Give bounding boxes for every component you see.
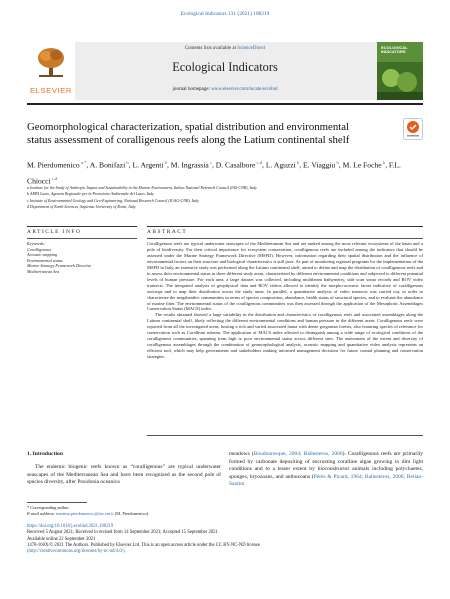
affiliation: a Institute for the Study of Anthropic Impact and Sustainability in the Marine Environment, Italian National Research Council (IAS-CNR), Italy [27,185,257,190]
affiliation: d Department of Earth Sciences, Sapienza University of Rome, Italy [27,203,136,209]
cover-art-icon [377,62,423,100]
author-name[interactable]: L. Aguzzi [265,160,296,170]
author-affiliation-marker[interactable]: c,d [50,175,58,181]
license-text: 1470-160X/© 2021 The Authors. Published by Elsevier Ltd. This is an open access article under the CC BY-NC-ND license [27,542,260,548]
citation-link[interactable]: Pérès & Picard, 1964; Ballesteros, 2006; Bellan-Santini [229,473,423,488]
abstract-rule-top [147,226,423,227]
author-affiliation-marker[interactable]: c,d [255,160,263,165]
license-link[interactable]: (http://creativecommons.org/licenses/by-nc-nd/4.0/). [27,549,126,555]
journal-title: Ecological Indicators [172,60,278,74]
received-dates: Received 5 August 2021; Received in revised form 14 September 2021; Accepted 15 September 2021 [27,530,218,536]
keyword: Marine Strategy Framework Directive [27,263,92,269]
elsevier-wordmark: ELSEVIER [30,86,72,95]
available-online: Available online 22 September 2021 [27,536,96,542]
keyword: Acoustic mapping [27,252,58,258]
author-affiliation-marker[interactable]: c [208,160,212,165]
email-link[interactable]: martina.pierdomenico@ias.cnr.it [56,511,114,516]
author-affiliation-marker[interactable]: b [381,160,386,165]
keyword: Coralligenous [27,246,51,252]
introduction-heading: 1. Introduction [27,451,63,457]
author-name[interactable]: M. Ingrassia [170,160,209,170]
introduction-text-left: The endemic biogenic reefs known as “coralligenous” are typical underwater seascapes of the Mediterranean Sea and have been recognized as the second pole of species diversity, after Posidonia oceanica [27,464,221,486]
affiliation: b ARPA Lazio, Agenzia Regionale per la Protezione Ambientale del Lazio, Italy [27,191,154,197]
author-name[interactable]: M. Le Foche [342,160,382,170]
author-name[interactable]: L. Argenti [132,160,164,170]
corresponding-author-note: * Corresponding author. [27,505,70,510]
affiliation: c Institute of Environmental Geology and Geo-Engineering, National Research Council (IGAG-CNR), Italy [27,197,200,203]
article-title: Geomorphological characterization, spatial distribution and environmental status assessment of coralligenous reefs along the Latium continental shelf [27,121,350,147]
author-name[interactable]: F.L. Chiocci [27,160,401,186]
abstract-paragraph: Coralligenous reefs are typical underwater seascapes of the Mediterranean Sea and are ranked among the most relevant ecosystems of the basin and a pole of biodiversity. For their critical importance for ecosystem conservation, coralligenous reefs are included among the indicators that should be assessed under the Marine Strategy Framework Directive (MSFD). However, information regarding their spatial distribution and the influence of environmental factors on their structure and biological characteristics is still poor. As part of monitoring regional programs for the implementation of the MSFD in Italy, an extensive study was performed along the Latium continental shelf, aimed to define and map the distribution of coralligenous reefs and to assess their environmental status in three different study areas, characterized by different environmental conditions and subjected to different potential levels of human pressure. For each area, a large dataset was collected, including multibeam bathymetry, side scan sonar records and ROV video transects. The integrated analysis of geophysical data and ROV videos allowed to identify the morpho-acoustic facies indicative of coralligenous outcrops and to map their distribution across the study areas. In parallel, a quantitative analysis of video transects was carried out, in order to characterize the megabenthic communities in terms of species composition, abundance, health status of structural species, and to evaluate the abundance of marine litter. The environmental status of the coralligenous communities was then assessed through the application of the Mesophotic Assemblages Conservation Status (MACS) index. [147,241,423,312]
sciencedirect-link[interactable]: ScienceDirect [237,46,266,51]
citation-link[interactable]: Boudouresque, 2004; Ballesteros, 2006 [253,451,343,457]
introduction-text-right: meadows (Boudouresque, 2004; Ballesteros, 2006). Coralligenous reefs are primarily formed by carbonate depositing of encrusting coralline algae growing in dim light conditions and to a lesser extent by bioconstructor animals including polychaetes, sponges, bryozoans, and anthozoans (Pérès & Picard, 1964; Ballesteros, 2006; Bellan-Santini [229,451,423,488]
cover-title: ECOLOGICAL INDICATORS [381,45,408,55]
publication-meta [27,524,423,555]
author-name[interactable]: A. Bonifazi [89,160,126,170]
author-affiliation-marker[interactable]: b [295,160,300,165]
homepage-line: journal homepage: www.elsevier.com/locate/ecolind [172,87,278,92]
affiliations [27,185,423,210]
author-affiliation-marker[interactable]: b [125,160,129,165]
abstract-rule-bottom [147,435,423,436]
article-info-heading: ARTICLE INFO [27,229,82,235]
contents-line: Contents lists available at ScienceDirect [184,46,266,51]
journal-citation[interactable]: Ecological Indicators 131 (2021) 108219 [180,11,270,17]
banner-divider [27,103,423,105]
author-name[interactable]: D. Casalbore [215,160,256,170]
footnote-divider [27,502,87,503]
author-affiliation-marker[interactable]: b [335,160,339,165]
abstract-paragraph: The results obtained showed a large variability in the distribution and characteristics of coralligenous reefs and associated assemblages along the Latium continental shelf, likely reflecting the different environmental conditions and human pressure in the different areas. Coralligenous reefs were reported from all the investigated areas, hosting a rich and varied associated fauna with dense gorgonian forests, also featuring species of relevance for conservation such as Corallium rubrum. The application of MACS index allowed to distinguish among a wide range of ecological conditions of the coralligenous communities, spanning from high to poor environmental status across different sites. The assessment of the extent and diversity of coralligenous assemblages through the combination of geomorphological analysis, acoustic mapping and quantitative video analysis represents an efficient tool, which may help governments and stakeholders making informed management decisions for future coastal planning and conservation strategies. [147,312,423,360]
article-info-subrule [27,238,137,239]
abstract-subrule [147,238,423,239]
keyword: Environmental status [27,257,63,263]
abstract-text [147,241,423,360]
author-affiliation-marker[interactable]: a,* [79,160,87,165]
author-list: M. Pierdomenico $^{a,*}$, A. Bonifazi $^b$, L. Argenti $^b$, M. Ingrassia $^c$, D. Casalbore $^{c,d}$, L. Aguzzi $^b$, E. Viaggiu $^b$, M. Le Foche $^b$, F.L. Chiocci $^{c,d}$ [27,160,401,186]
check-for-updates-icon[interactable] [403,118,423,140]
abstract-heading: ABSTRACT [147,229,188,235]
homepage-link[interactable]: www.elsevier.com/locate/ecolind [211,87,278,92]
author-name[interactable]: M. Pierdomenico [27,160,80,170]
keyword: Mediterranean Sea [27,268,60,274]
footnotes [27,505,221,517]
doi-link[interactable]: https://doi.org/10.1016/j.ecolind.2021.108219 [27,524,114,529]
email-note: E-mail address: martina.pierdomenico@ias.cnr.it (M. Pierdomenico). [27,511,150,516]
article-info-rule [27,226,137,227]
keywords-block [27,241,135,275]
journal-cover-image[interactable] [377,42,423,100]
author-name[interactable]: E. Viaggiu [303,160,336,170]
author-affiliation-marker[interactable]: b [163,160,167,165]
keywords-heading: Keywords: [27,241,45,246]
